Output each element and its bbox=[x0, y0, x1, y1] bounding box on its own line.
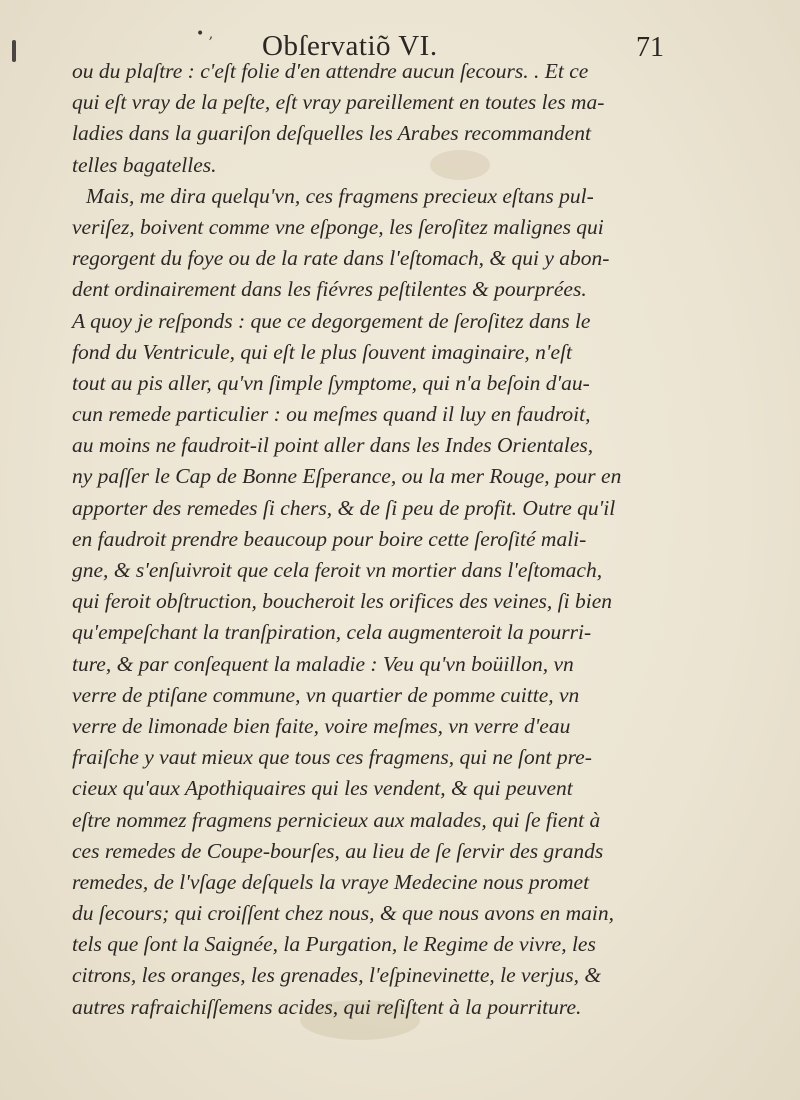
text-line: au moins ne faudroit-il point aller dans les Indes Orientales, bbox=[72, 433, 594, 458]
text-line: autres rafraichiſſemens acides, qui reſiſtent à la pourriture. bbox=[72, 994, 582, 1019]
text-line: telles bagatelles. bbox=[72, 152, 217, 177]
running-title: Obſervatiõ VI. bbox=[262, 30, 438, 62]
text-line: en faudroit prendre beaucoup pour boire cette ſeroſité mali- bbox=[72, 526, 587, 551]
text-line: fraiſche y vaut mieux que tous ces fragmens, qui ne ſont pre- bbox=[72, 745, 592, 770]
text-line: ture, & par conſequent la maladie : Veu qu'vn boüillon, vn bbox=[72, 651, 574, 676]
text-line: du ſecours; qui croiſſent chez nous, & que nous avons en main, bbox=[72, 901, 615, 926]
top-mark: • , bbox=[196, 26, 214, 42]
text-line: fond du Ventricule, qui eſt le plus ſouvent imaginaire, n'eſt bbox=[72, 339, 573, 364]
text-line: ny paſſer le Cap de Bonne Eſperance, ou la mer Rouge, pour en bbox=[72, 464, 622, 489]
text-line: tels que ſont la Saignée, la Purgation, le Regime de vivre, les bbox=[72, 932, 596, 957]
text-line: dent ordinairement dans les fiévres peſtilentes & pourprées. bbox=[72, 277, 587, 302]
text-line: cun remede particulier : ou meſmes quand il luy en faudroit, bbox=[72, 402, 591, 427]
text-line: qui feroit obſtruction, boucheroit les orifices des veines, ſi bien bbox=[72, 589, 612, 614]
text-line: apporter des remedes ſi chers, & de ſi peu de profit. Outre qu'il bbox=[72, 495, 616, 520]
text-line: verre de limonade bien faite, voire meſmes, vn verre d'eau bbox=[72, 713, 571, 738]
text-line: ladies dans la guariſon deſquelles les Arabes recommandent bbox=[72, 121, 591, 146]
text-line: verre de ptiſane commune, vn quartier de pomme cuitte, vn bbox=[72, 682, 580, 707]
text-line: eſtre nommez fragmens pernicieux aux malades, qui ſe fient à bbox=[72, 807, 601, 832]
text-line: qui eſt vray de la peſte, eſt vray pareillement en toutes les ma- bbox=[72, 90, 605, 115]
text-line: tout au pis aller, qu'vn ſimple ſymptome, qui n'a beſoin d'au- bbox=[72, 370, 590, 395]
body-text bbox=[72, 56, 672, 1023]
text-line: Mais, me dira quelqu'vn, ces fragmens precieux eſtans pul- bbox=[86, 183, 594, 208]
text-line: citrons, les oranges, les grenades, l'eſpinevinette, le verjus, & bbox=[72, 963, 602, 988]
text-line: ces remedes de Coupe-bourſes, au lieu de ſe ſervir des grands bbox=[72, 838, 604, 863]
text-line: ou du plaſtre : c'eſt folie d'en attendre aucun ſecours. . Et ce bbox=[72, 59, 589, 83]
text-line: A quoy je reſponds : que ce degorgement de ſeroſitez dans le bbox=[72, 308, 591, 333]
text-line: regorgent du foye ou de la rate dans l'eſtomach, & qui y abon- bbox=[72, 246, 610, 271]
text-line: remedes, de l'vſage deſquels la vraye Medecine nous promet bbox=[72, 869, 590, 894]
page-number: 71 bbox=[636, 32, 664, 63]
text-line: cieux qu'aux Apothiquaires qui les vendent, & qui peuvent bbox=[72, 776, 573, 801]
text-line: qu'empeſchant la tranſpiration, cela augmenteroit la pourri- bbox=[72, 620, 592, 645]
text-line: veriſez, boivent comme vne eſponge, les ſeroſitez malignes qui bbox=[72, 214, 604, 239]
text-line: gne, & s'enſuivroit que cela feroit vn mortier dans l'eſtomach, bbox=[72, 558, 603, 582]
